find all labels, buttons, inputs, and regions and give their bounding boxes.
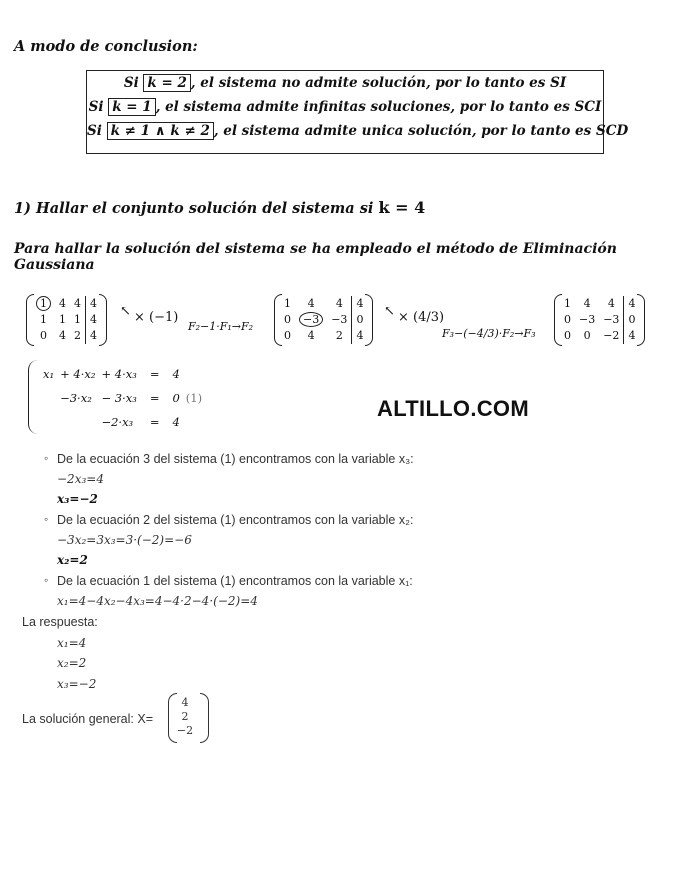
vector-entry: 2 [181,710,189,723]
system-rhs: 0 [172,391,180,405]
m3-cell: 1 [564,297,571,310]
step-bullet-2 [44,513,413,527]
m1-cell: 0 [40,329,47,342]
arrow-icon: ↖ [120,304,131,319]
matrix-1 [32,296,101,344]
conclusion-line-3 [87,123,629,139]
matrix-3-paren-left [554,294,562,346]
system-equals: = [149,391,160,405]
line1-post: , el sistema no admite solución, por lo tanto es SI [190,75,567,91]
conclusion-line-2 [87,99,603,115]
m1-cell: 2 [74,329,81,342]
line1-pre: Si [123,75,144,91]
m2-cell: 4 [307,329,315,342]
step-2-equation: −3x₂=3x₃=3·(−2)=−6 [57,533,192,547]
line1-boxed: k = 2 [143,74,190,92]
m1-cell: 4 [86,312,102,328]
system-label: (1) [185,391,203,405]
system-brace [28,360,39,434]
system-label [183,362,205,386]
system-term: + 4·x₃ [101,367,137,381]
m1-cell: 1 [40,313,47,326]
m2-cell: 0 [352,312,368,328]
system-row-2 [40,386,205,410]
line3-pre: Si [87,123,107,139]
matrix-1-paren-left [26,294,34,346]
general-solution-label: La solución general: X= [22,712,153,726]
m1-cell: 4 [86,296,102,312]
matrix-2 [280,296,367,344]
pivot-circle-2: −3 [299,312,323,327]
line2-pre: Si [88,99,109,115]
vector-entry: 4 [181,696,189,709]
step-2-result: x₂=2 [57,553,88,567]
m2-cell: 2 [335,329,343,342]
m3-cell: 0 [624,312,640,328]
op2-multiplier: × (4/3) [398,310,445,325]
arrow-icon: ↖ [384,304,395,319]
m3-cell: 0 [564,329,571,342]
system-label [183,410,205,434]
step-3-equation: x₁=4−4x₂−4x₃=4−4·2−4·(−2)=4 [57,594,258,608]
system-term: −3·x₂ [60,391,92,405]
matrix-2-paren-right [365,294,373,346]
m1-cell: 4 [59,297,66,310]
m1-cell: 1 [74,313,81,326]
m2-cell: 0 [284,313,291,326]
answer-label: La respuesta: [22,615,98,629]
m3-cell: 4 [583,297,591,310]
conclusion-heading: A modo de conclusion: [14,38,198,55]
m2-cell: 4 [307,297,315,310]
system-term [57,410,98,434]
answer-x2: x₂=2 [57,656,87,670]
step-bullet-1 [44,452,414,466]
m3-cell: 4 [624,296,640,312]
conclusion-box [86,70,629,154]
m1-cell: 4 [86,328,102,344]
matrix-2-paren-left [274,294,282,346]
pivot-circle-1: 1 [36,296,51,311]
m2-cell: −3 [331,313,348,326]
matrix-3-paren-right [637,294,645,346]
equation-system [40,362,205,434]
m2-cell: 4 [352,296,368,312]
section-title-text: 1) Hallar el conjunto solución del sistema si [14,200,379,217]
conclusion-line-1 [87,75,603,91]
step-1-equation: −2x₃=4 [57,472,104,486]
m1-cell: 4 [74,297,81,310]
solution-vector [176,696,194,738]
system-equals: = [149,367,160,381]
m3-cell: 0 [564,313,571,326]
watermark: ALTILLO.COM [377,396,529,421]
step-1-result: x₃=−2 [57,492,98,506]
step-2-text: De la ecuación 2 del sistema (1) encontramos con la variable x₂: [57,513,414,527]
m2-cell: 0 [284,329,291,342]
m3-cell: −2 [603,329,620,342]
system-term: x₁ [43,367,55,381]
op1-multiplier: × (−1) [134,310,179,325]
m3-cell: 4 [624,328,640,344]
matrix-1-paren-right [99,294,107,346]
line2-post: , el sistema admite infinitas soluciones, por lo tanto es SCI [155,99,602,115]
answer-x3: x₃=−2 [57,677,97,691]
vector-entry: −2 [176,724,194,737]
line3-boxed: k ≠ 1 ∧ k ≠ 2 [107,122,214,140]
system-row-1 [40,362,205,386]
m1-cell: 1 [59,313,66,326]
system-row-3 [40,410,205,434]
line2-boxed: k = 1 [108,98,155,116]
m3-cell: 4 [607,297,615,310]
m3-cell: −3 [603,313,620,326]
method-sentence: Para hallar la solución del sistema se ha empleado el método de Eliminación Gaussiana [14,241,617,273]
matrix-3 [560,296,639,344]
system-term: −2·x₃ [101,415,134,429]
system-term: + 4·x₂ [60,367,96,381]
op2-row-operation: F₃−(−4/3)·F₂→F₃ [442,327,536,340]
m2-cell: 4 [335,297,343,310]
section-title [14,198,425,217]
m2-cell: 4 [352,328,368,344]
step-3-text: De la ecuación 1 del sistema (1) encontramos con la variable x₁: [57,574,413,588]
line3-post: , el sistema admite unica solución, por lo tanto es SCD [213,123,629,139]
m1-cell: 4 [59,329,66,342]
system-term: − 3·x₃ [101,391,137,405]
system-term [40,386,57,410]
step-bullet-3 [44,574,413,588]
m2-cell: 1 [284,297,291,310]
system-rhs: 4 [172,415,180,429]
vector-paren-right [200,693,209,743]
system-rhs: 4 [172,367,180,381]
system-equals: = [149,415,160,429]
step-1-text: De la ecuación 3 del sistema (1) encontramos con la variable x₃: [57,452,414,466]
m3-cell: −3 [579,313,596,326]
op1-row-operation: F₂−1·F₁→F₂ [188,320,254,333]
section-k-value: k = 4 [378,198,426,217]
system-term [40,410,57,434]
m3-cell: 0 [583,329,591,342]
answer-x1: x₁=4 [57,636,87,650]
